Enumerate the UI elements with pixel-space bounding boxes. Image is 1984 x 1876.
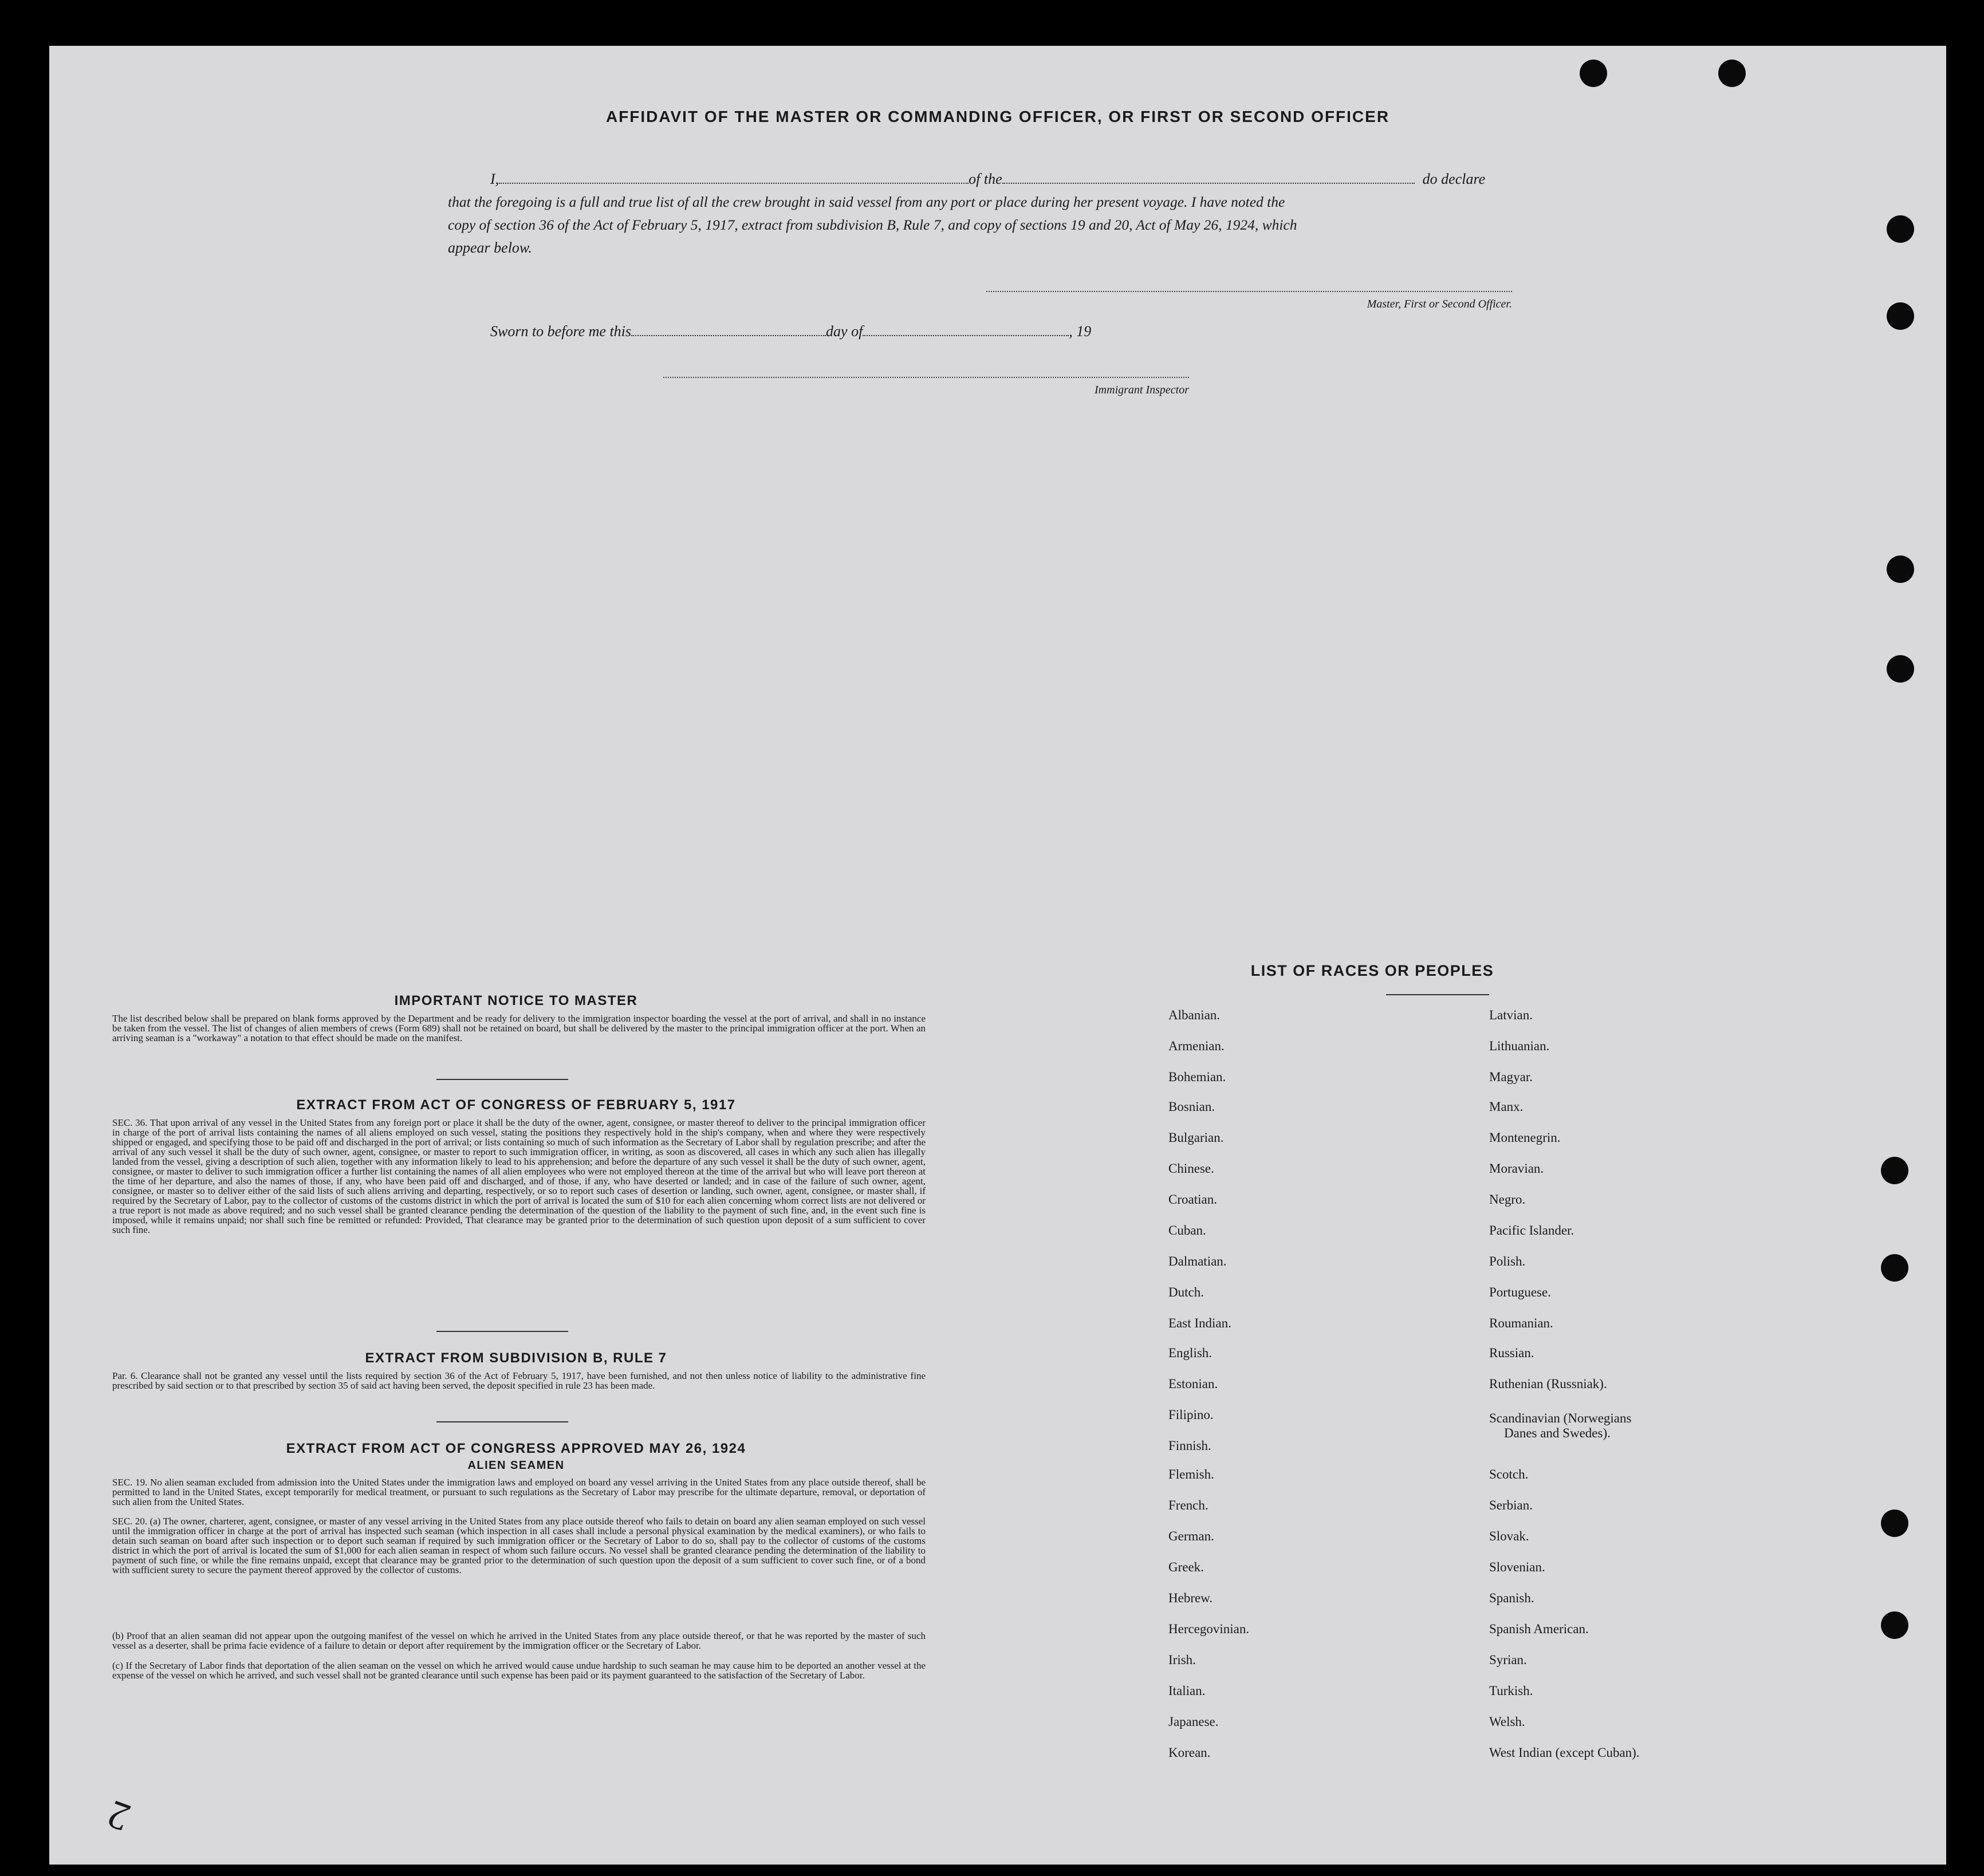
affidavit-line-4: appear below. [448, 239, 532, 256]
punch-hole [1881, 1157, 1908, 1184]
affidavit-title: AFFIDAVIT OF THE MASTER OR COMMANDING OFFICER, OR FIRST OR SECOND OFFICER [605, 108, 1390, 125]
sec-20c-text: (c) If the Secretary of Labor finds that deportation of the alien seaman on the vessel on which he arrived would cause undue hardship to such seaman he may cause him to be deported an another vessel at the expense of the vessel on which he arrived, and such vessel shall not be granted clearance until such expense has been paid or its payment guaranteed to the satisfaction of the Secretary of Labor. [112, 1660, 926, 1681]
race-item: Serbian. [1489, 1498, 1533, 1512]
race-item: Korean. [1168, 1745, 1211, 1760]
sworn-label: Sworn to before me this [490, 323, 632, 340]
punch-hole [1887, 555, 1914, 583]
separator [436, 1079, 568, 1080]
i-label: I, [490, 171, 499, 187]
race-item: Manx. [1489, 1099, 1524, 1114]
rule-7-text: Par. 6. Clearance shall not be granted any vessel until the lists required by section 36 of the Act of February 5, 1917, have been furnished, and not then unless notice of liability to the administrative fine prescribed by said section or to that prescribed by section 35 of said act having been served, the deposit specified in rule 23 has been made. [112, 1370, 926, 1391]
race-item: Pacific Islander. [1489, 1223, 1574, 1237]
sec-20b-text: (b) Proof that an alien seaman did not appear upon the outgoing manifest of the vessel on which he arrived in the United States from any place outside thereof, or that he was reported by the master of such vessel as a deserter, shall be prima facie evidence of a failure to detain or deport after requirement by the immigration officer or the Secretary of Labor. [112, 1630, 926, 1651]
page-number: 2 [101, 1791, 136, 1840]
sworn-line [490, 323, 1091, 340]
race-item: Estonian. [1168, 1377, 1218, 1391]
race-item: Scotch. [1489, 1467, 1529, 1481]
race-item: Bosnian. [1168, 1099, 1215, 1114]
notice-title: IMPORTANT NOTICE TO MASTER [394, 993, 638, 1008]
affidavit-line-2: that the foregoing is a full and true list of all the crew brought in said vessel from any port or place during her present voyage. I have noted the [448, 194, 1285, 210]
race-item: Welsh. [1489, 1715, 1525, 1729]
rule-7-title: EXTRACT FROM SUBDIVISION B, RULE 7 [365, 1350, 667, 1366]
race-item: Dutch. [1168, 1285, 1204, 1299]
name-blank [499, 182, 969, 184]
of-the-label: of the [969, 171, 1002, 187]
race-item: Chinese. [1168, 1161, 1214, 1176]
race-item: Spanish American. [1489, 1622, 1589, 1636]
race-item: Slovak. [1489, 1529, 1529, 1543]
races-title: LIST OF RACES OR PEOPLES [1250, 962, 1494, 979]
notice-text: The list described below shall be prepared on blank forms approved by the Department and be ready for delivery to the immigration inspector boarding the vessel at the port of arrival, and shall in no instance be taken from the vessel. The list of changes of alien members of crews (Form 689) shall not be retained on board, but shall be delivered by the master to the principal immigration officer at the port. When an arriving seaman is a "workaway" a notation to that effect should be made on the manifest. [112, 1013, 926, 1043]
punch-hole [1580, 60, 1607, 87]
extract-1917-text: SEC. 36. That upon arrival of any vessel in the United States from any foreign port or place it shall be the duty of the owner, agent, consignee, or master thereof to deliver to the principal immigration officer in charge of the port of arrival lists containing the names of all aliens employed on such vessel, stating the positions they respectively hold in the ship's company, when and where they were respectively shipped or engaged, and specifying those to be paid off and discharged in the port of arrival; or lists containing so much of such information as the Secretary of Labor shall by regulation prescribe; and after the arrival of any such vessel it shall be the duty of such owner, agent, consignee, or master to report to such immigration officer, in writing, as soon as discovered, all cases in which any such alien has illegally landed from the vessel, giving a description of such alien, together with any information likely to lead to his apprehension; and before the departure of any such vessel it shall be the duty of such owner, agent, consignee, or master to deliver to such immigration officer a further list containing the names of all alien employees who were not employed thereon at the time of the arrival but who will leave port thereon at the time of her departure, and also the names of those, if any, who have been paid off and discharged, and of those, if any, who have deserted or landed; and in case of the failure of such owner, agent, consignee, or master so to deliver either of the said lists of such aliens arriving and departing, respectively, or so to report such cases of desertion or landing, such owner, agent, consignee, or master shall, if required by the Secretary of Labor, pay to the collector of customs of the customs district in which the port of arrival is located the sum of $10 for each alien concerning whom correct lists are not delivered or a true report is not made as above required; and no such vessel shall be granted clearance pending the determination of the question of the liability to the payment of such fine, and, in the event such fine is imposed, while it remains unpaid; nor shall such fine be remitted or refunded: Provided, That clearance may be granted prior to the determination of such question upon deposit of a sum sufficient to cover such fine. [112, 1117, 926, 1235]
race-item: Polish. [1489, 1254, 1526, 1268]
race-item: Flemish. [1168, 1467, 1214, 1481]
race-item: West Indian (except Cuban). [1489, 1745, 1640, 1760]
race-item: Italian. [1168, 1684, 1206, 1698]
race-item: English. [1168, 1346, 1213, 1360]
race-item: Greek. [1168, 1560, 1204, 1574]
affidavit-line-3: copy of section 36 of the Act of February 5, 1917, extract from subdivision B, Rule 7, and copy of sections 19 and 20, Act of May 26, 1924, which [448, 216, 1297, 233]
race-item: Cuban. [1168, 1223, 1206, 1237]
document-page [49, 46, 1946, 1865]
separator [436, 1331, 568, 1332]
extract-1924-subtitle: ALIEN SEAMEN [467, 1459, 565, 1472]
race-item: Roumanian. [1489, 1316, 1553, 1330]
sec-19-text: SEC. 19. No alien seaman excluded from admission into the United States under the immigration laws and employed on board any vessel arriving in the United States from any place outside thereof, shall be permitted to land in the United States, except temporarily for medical treatment, or pursuant to such regulations as the Secretary of Labor may prescribe for the ultimate departure, removal, or deportation of such alien from the United States. [112, 1477, 926, 1507]
race-item: Lithuanian. [1489, 1039, 1550, 1053]
punch-hole [1881, 1611, 1908, 1639]
race-item: Bohemian. [1168, 1070, 1226, 1084]
race-item: Armenian. [1168, 1039, 1225, 1053]
year-label: , 19 [1069, 323, 1092, 340]
punch-hole [1887, 302, 1914, 330]
race-item: Latvian. [1489, 1008, 1533, 1022]
sworn-day-blank [631, 334, 826, 336]
race-item: East Indian. [1168, 1316, 1231, 1330]
punch-hole [1718, 60, 1746, 87]
do-declare-label: do declare [1422, 171, 1486, 187]
punch-hole [1881, 1254, 1908, 1282]
race-item: Ruthenian (Russniak). [1489, 1377, 1607, 1391]
punch-hole [1887, 215, 1914, 243]
race-item: Albanian. [1168, 1008, 1221, 1022]
race-item: Japanese. [1168, 1715, 1219, 1729]
master-caption: Master, First or Second Officer. [1367, 298, 1512, 310]
race-item: Irish. [1168, 1653, 1196, 1667]
punch-hole [1887, 655, 1914, 683]
race-item: Filipino. [1168, 1408, 1214, 1422]
race-item: Finnish. [1168, 1438, 1211, 1453]
race-item: Scandinavian (Norwegians [1489, 1411, 1632, 1425]
race-item: German. [1168, 1529, 1214, 1543]
race-item: Dalmatian. [1168, 1254, 1227, 1268]
race-item: Syrian. [1489, 1653, 1527, 1667]
race-item: Russian. [1489, 1346, 1534, 1360]
race-item: Croatian. [1168, 1192, 1217, 1207]
separator [436, 1421, 568, 1422]
race-item: Moravian. [1489, 1161, 1544, 1176]
race-item: Montenegrin. [1489, 1130, 1561, 1145]
race-item: Hercegovinian. [1168, 1622, 1250, 1636]
race-item: Slovenian. [1489, 1560, 1545, 1574]
affidavit-line-1 [490, 171, 1567, 188]
sec-20a-text: SEC. 20. (a) The owner, charterer, agent, consignee, or master of any vessel arriving in the United States from any place outside thereof who fails to detain on board any alien seaman employed on such vessel until the immigration officer in charge at the port of arrival has inspected such seaman (which inspection in all cases shall include a personal physical examination by the medical examiners), or who fails to detain such seaman on board after such inspection or to deport such seaman if required by such immigration officer or the Secretary of Labor to do so, shall pay to the collector of customs of the customs district in which the port of arrival is located the sum of $1,000 for each alien seaman in respect of whom such failure occurs. No vessel shall be granted clearance pending the determination of the liability to payment of such fine, or while the fine remains unpaid, except that clearance may be granted prior to the determination of such question upon the deposit of a sum sufficient to cover such fine, or of a bond with sufficient surety to secure the payment thereof approved by the collector of customs. [112, 1516, 926, 1575]
race-item: Portuguese. [1489, 1285, 1551, 1299]
master-signature-line [986, 291, 1512, 292]
race-item: Danes and Swedes). [1504, 1426, 1611, 1440]
race-item: Bulgarian. [1168, 1130, 1224, 1145]
inspector-caption: Immigrant Inspector [1095, 384, 1189, 396]
race-item: French. [1168, 1498, 1208, 1512]
race-item: Magyar. [1489, 1070, 1533, 1084]
separator [1386, 994, 1489, 995]
sworn-month-blank [863, 334, 1069, 336]
vessel-blank [1002, 182, 1415, 184]
race-item: Spanish. [1489, 1591, 1534, 1605]
punch-hole [1881, 1510, 1908, 1537]
race-item: Turkish. [1489, 1684, 1533, 1698]
extract-1917-title: EXTRACT FROM ACT OF CONGRESS OF FEBRUARY 5, 1917 [296, 1097, 736, 1113]
race-item: Negro. [1489, 1192, 1526, 1207]
extract-1924-title: EXTRACT FROM ACT OF CONGRESS APPROVED MAY 26, 1924 [286, 1441, 746, 1456]
day-of-label: day of [826, 323, 863, 340]
inspector-signature-line [663, 377, 1189, 378]
race-item: Hebrew. [1168, 1591, 1213, 1605]
